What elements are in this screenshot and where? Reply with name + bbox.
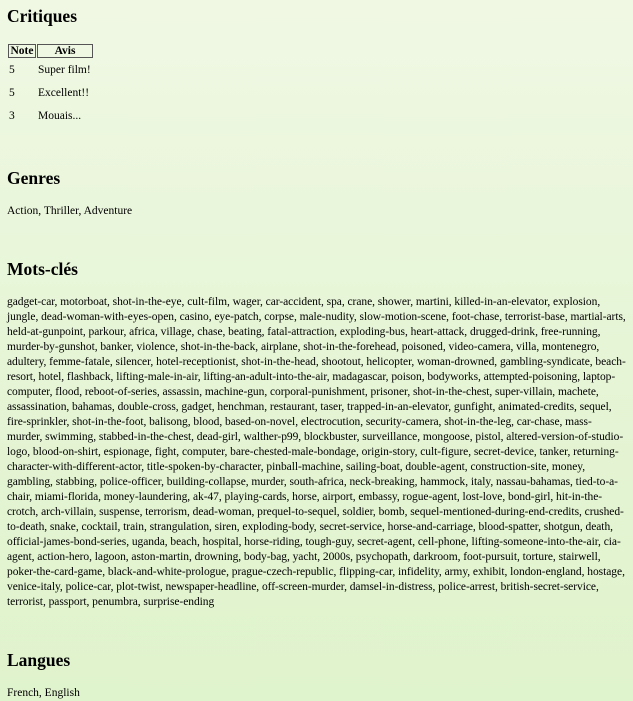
review-avis: Super film!: [38, 64, 91, 76]
table-row: [8, 82, 93, 104]
critiques-heading: Critiques: [7, 6, 77, 26]
reviews-table: [7, 43, 94, 128]
table-row: [8, 105, 93, 127]
keywords-heading: Mots-clés: [7, 259, 78, 279]
review-note: 5: [9, 87, 15, 99]
genres-section: [7, 168, 626, 219]
column-header-note: Note: [8, 44, 36, 58]
review-note: 5: [9, 64, 15, 76]
review-note: 3: [9, 110, 15, 122]
review-avis: Excellent!!: [38, 87, 90, 99]
reviews-header-row: [8, 44, 93, 58]
column-header-avis: Avis: [37, 44, 93, 58]
review-avis: Mouais...: [38, 110, 82, 122]
table-row: [8, 59, 93, 81]
genres-list: Action, Thriller, Adventure: [7, 205, 133, 217]
keywords-section: [7, 259, 626, 610]
keywords-list: gadget-car, motorboat, shot-in-the-eye, cult-film, wager, car-accident, spa, crane, shower, martini, killed-in-an-elevator, explosion, jungle, dead-woman-with-eyes-open, casino, eye-patch, corpse, male-nudity, slow-motion-scene, foot-chase, terrorist-base, martial-arts, held-at-gunpoint, parkour, africa, village, chase, beating, fatal-attraction, exploding-bus, heart-attack, drugged-drink, free-running, murder-by-gunshot, banker, violence, shot-in-the-back, airplane, shot-in-the-forehead, poisoned, video-camera, villa, montenegro, adultery, femme-fatale, silencer, hotel-receptionist, shot-in-the-head, shootout, helicopter, woman-drowned, gambling-syndicate, beach-resort, hotel, flashback, lifting-male-in-air, lifting-an-adult-into-the-air, madagascar, poison, bodyworks, attempted-poisoning, laptop-computer, flood, reboot-of-series, assassin, machine-gun, corporal-punishment, prisoner, shot-in-the-chest, super-villain, machete, assassination, bahamas, double-cross, gadget, henchman, restaurant, taser, trapped-in-an-elevator, gunfight, animated-credits, sequel, fire-sprinkler, shot-in-the-foot, balisong, blood, based-on-novel, electrocution, security-camera, shot-in-the-leg, car-chase, mass-murder, swimming, stabbed-in-the-chest, dead-girl, walther-p99, blockbuster, surveillance, mongoose, pistol, altered-version-of-studio-logo, blood-on-shirt, espionage, fight, computer, bare-chested-male-bondage, origin-story, cult-figure, secret-device, tanker, returning-character-with-different-actor, title-spoken-by-character, pinball-machine, sailing-boat, double-agent, construction-site, money, gambling, stabbing, police-officer, building-collapse, murder, south-africa, neck-breaking, hammock, italy, nassau-bahamas, tied-to-a-chair, miami-florida, money-laundering, ak-47, playing-cards, horse, airport, embassy, rogue-agent, lost-love, bond-girl, hit-in-the-crotch, arch-villain, suspense, terrorism, dead-woman, prequel-to-sequel, soldier, bomb, sequel-mentioned-during-end-credits, crushed-to-death, snake, cocktail, train, strangulation, siren, exploding-body, secret-service, horse-and-carriage, blood-spatter, shotgun, death, official-james-bond-series, uganda, beach, hospital, horse-riding, tough-guy, secret-agent, cell-phone, lifting-someone-into-the-air, cia-agent, action-hero, lagoon, aston-martin, drowning, body-bag, yacht, 2000s, psychopath, darkroom, foot-pursuit, torture, stairwell, poker-the-card-game, black-and-white-prologue, prague-czech-republic, flipping-car, infidelity, army, exhibit, london-england, hostage, venice-italy, police-car, plot-twist, newspaper-headline, off-screen-murder, damsel-in-distress, police-arrest, british-secret-service, terrorist, passport, penumbra, surprise-ending: [7, 296, 626, 608]
genres-heading: Genres: [7, 168, 61, 188]
languages-list: French, English: [7, 687, 80, 699]
languages-heading: Langues: [7, 650, 71, 670]
languages-section: [7, 650, 626, 701]
